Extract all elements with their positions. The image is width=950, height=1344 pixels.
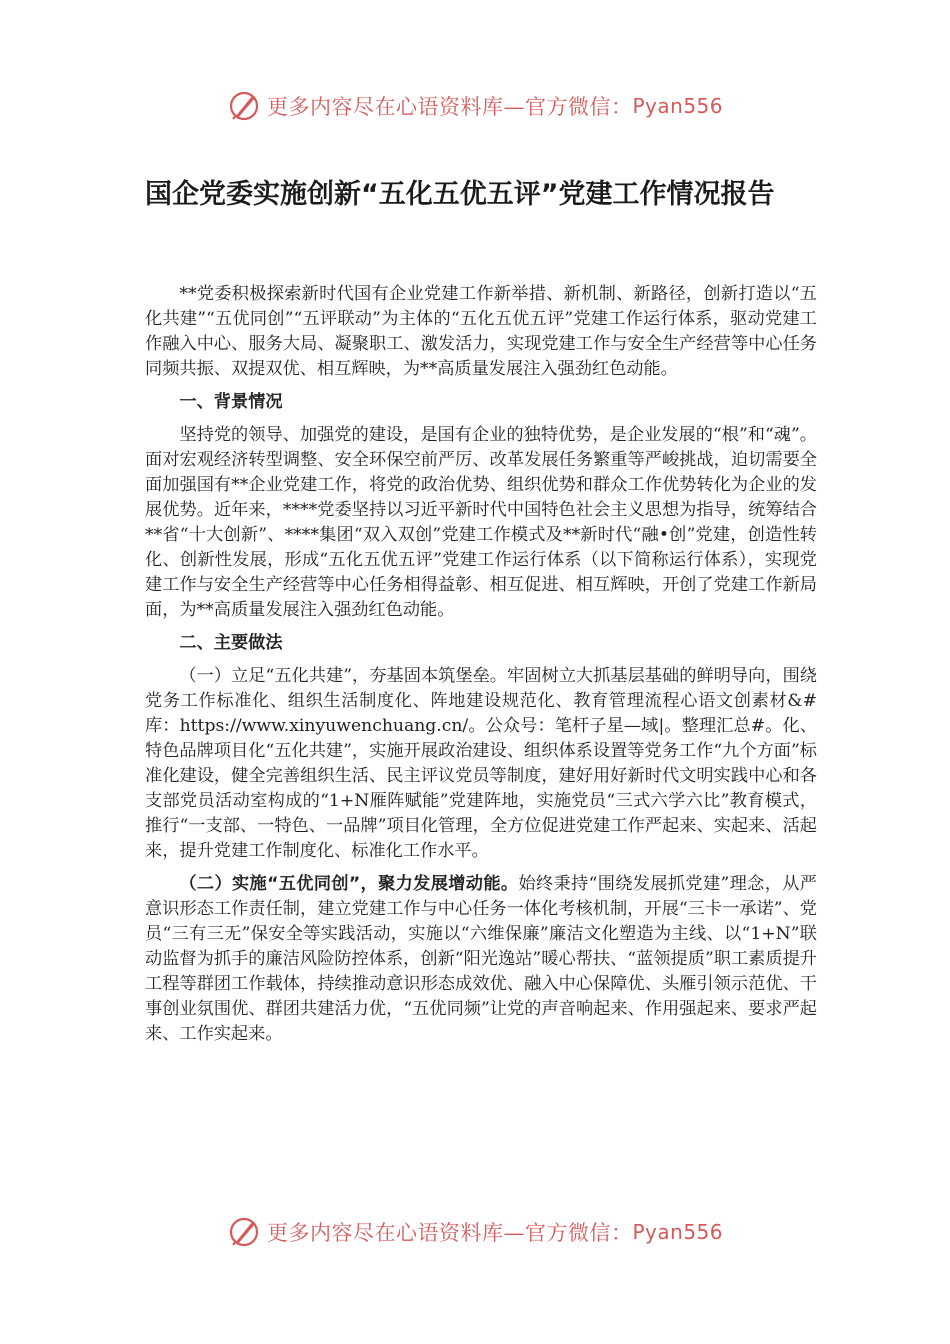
practice-item-1-body: 牢固树立大抓基层基础的鲜明导向，围绕党务工作标准化、组织生活制度化、阵地建设规范化、教育管理流程心语文创素材&#库：https://www.xinyuwenchuang.cn/。公众号：笔杆子星—域|。整理汇总#。化、特色品牌项目化“五化共建”，实施开展政治建设、组织体系设置等党务工作“九个方面”标准化建设，健全完善组织生活、民主评议党员等制度，建好用好新时代文明实践中心和各支部党员活动室构成的“1+N雁阵赋能”党建阵地，实施党员“三式六学六比”教育模式，推行“一支部、一特色、一品牌”项目化管理，全方位促进党建工作严起来、实起来、活起来，提升党建工作制度化、标准化工作水平。 xyxy=(145,666,817,861)
practice-item-1-lead: （一）立足“五化共建”，夯基固本筑堡垒。 xyxy=(179,666,508,686)
document-body xyxy=(145,282,817,1055)
header-watermark-banner xyxy=(0,86,950,126)
practice-item-1 xyxy=(145,664,817,864)
practice-item-2-lead: （二）实施“五优同创”，聚力发展增动能。 xyxy=(179,874,519,894)
footer-watermark-banner xyxy=(0,1212,950,1252)
section-heading-background: 一、背景情况 xyxy=(179,392,283,412)
banner-text: 更多内容尽在心语资料库—官方微信： xyxy=(266,95,633,119)
document-title: 国企党委实施创新“五化五优五评”党建工作情况报告 xyxy=(145,179,775,210)
background-paragraph: 坚持党的领导、加强党的建设，是国有企业的独特优势，是企业发展的“根”和“魂”。面对宏观经济转型调整、安全环保空前严厉、改革发展任务繁重等严峻挑战，迫切需要全面加强国有**企业党建工作，将党的政治优势、组织优势和群众工作优势转化为企业的发展优势。近年来，****党委坚持以习近平新时代中国特色社会主义思想为指导，统筹结合**省“十大创新”、****集团“双入双创”党建工作模式及**新时代“融•创”党建，创造性转化、创新性发展，形成“五化五优五评”党建工作运行体系（以下简称运行体系），实现党建工作与安全生产经营等中心任务相得益彰、相互促进、相互辉映，开创了党建工作新局面，为**高质量发展注入强劲红色动能。 xyxy=(145,425,817,620)
quill-pen-logo-icon xyxy=(227,1215,261,1249)
quill-pen-logo-icon xyxy=(227,89,261,123)
banner-wechat-id: Pyan556 xyxy=(632,1220,723,1244)
intro-paragraph: **党委积极探索新时代国有企业党建工作新举措、新机制、新路径，创新打造以“五化共建”“五优同创”“五评联动”为主体的“五化五优五评”党建工作运行体系，驱动党建工作融入中心、服务大局、凝聚职工、激发活力，实现党建工作与安全生产经营等中心任务同频共振、双提双优、相互辉映，为**高质量发展注入强劲红色动能。 xyxy=(145,284,817,379)
banner-text: 更多内容尽在心语资料库—官方微信： xyxy=(266,1221,633,1245)
section-heading-main-practices: 二、主要做法 xyxy=(179,633,283,653)
practice-item-2 xyxy=(145,872,817,1047)
banner-wechat-id: Pyan556 xyxy=(632,94,723,118)
practice-item-2-body: 始终秉持“围绕发展抓党建”理念，从严意识形态工作责任制，建立党建工作与中心任务一体化考核机制，开展“三卡一承诺”、党员“三有三无”保安全等实践活动，实施以“六维保廉”廉洁文化塑造为主线、以“1+N”联动监督为抓手的廉洁风险防控体系，创新“阳光逸站”暖心帮扶、“蓝领提质”职工素质提升工程等群团工作载体，持续推动意识形态成效优、融入中心保障优、头雁引领示范优、干事创业氛围优、群团共建活力优，“五优同频”让党的声音响起来、作用强起来、要求严起来、工作实起来。 xyxy=(145,874,817,1044)
